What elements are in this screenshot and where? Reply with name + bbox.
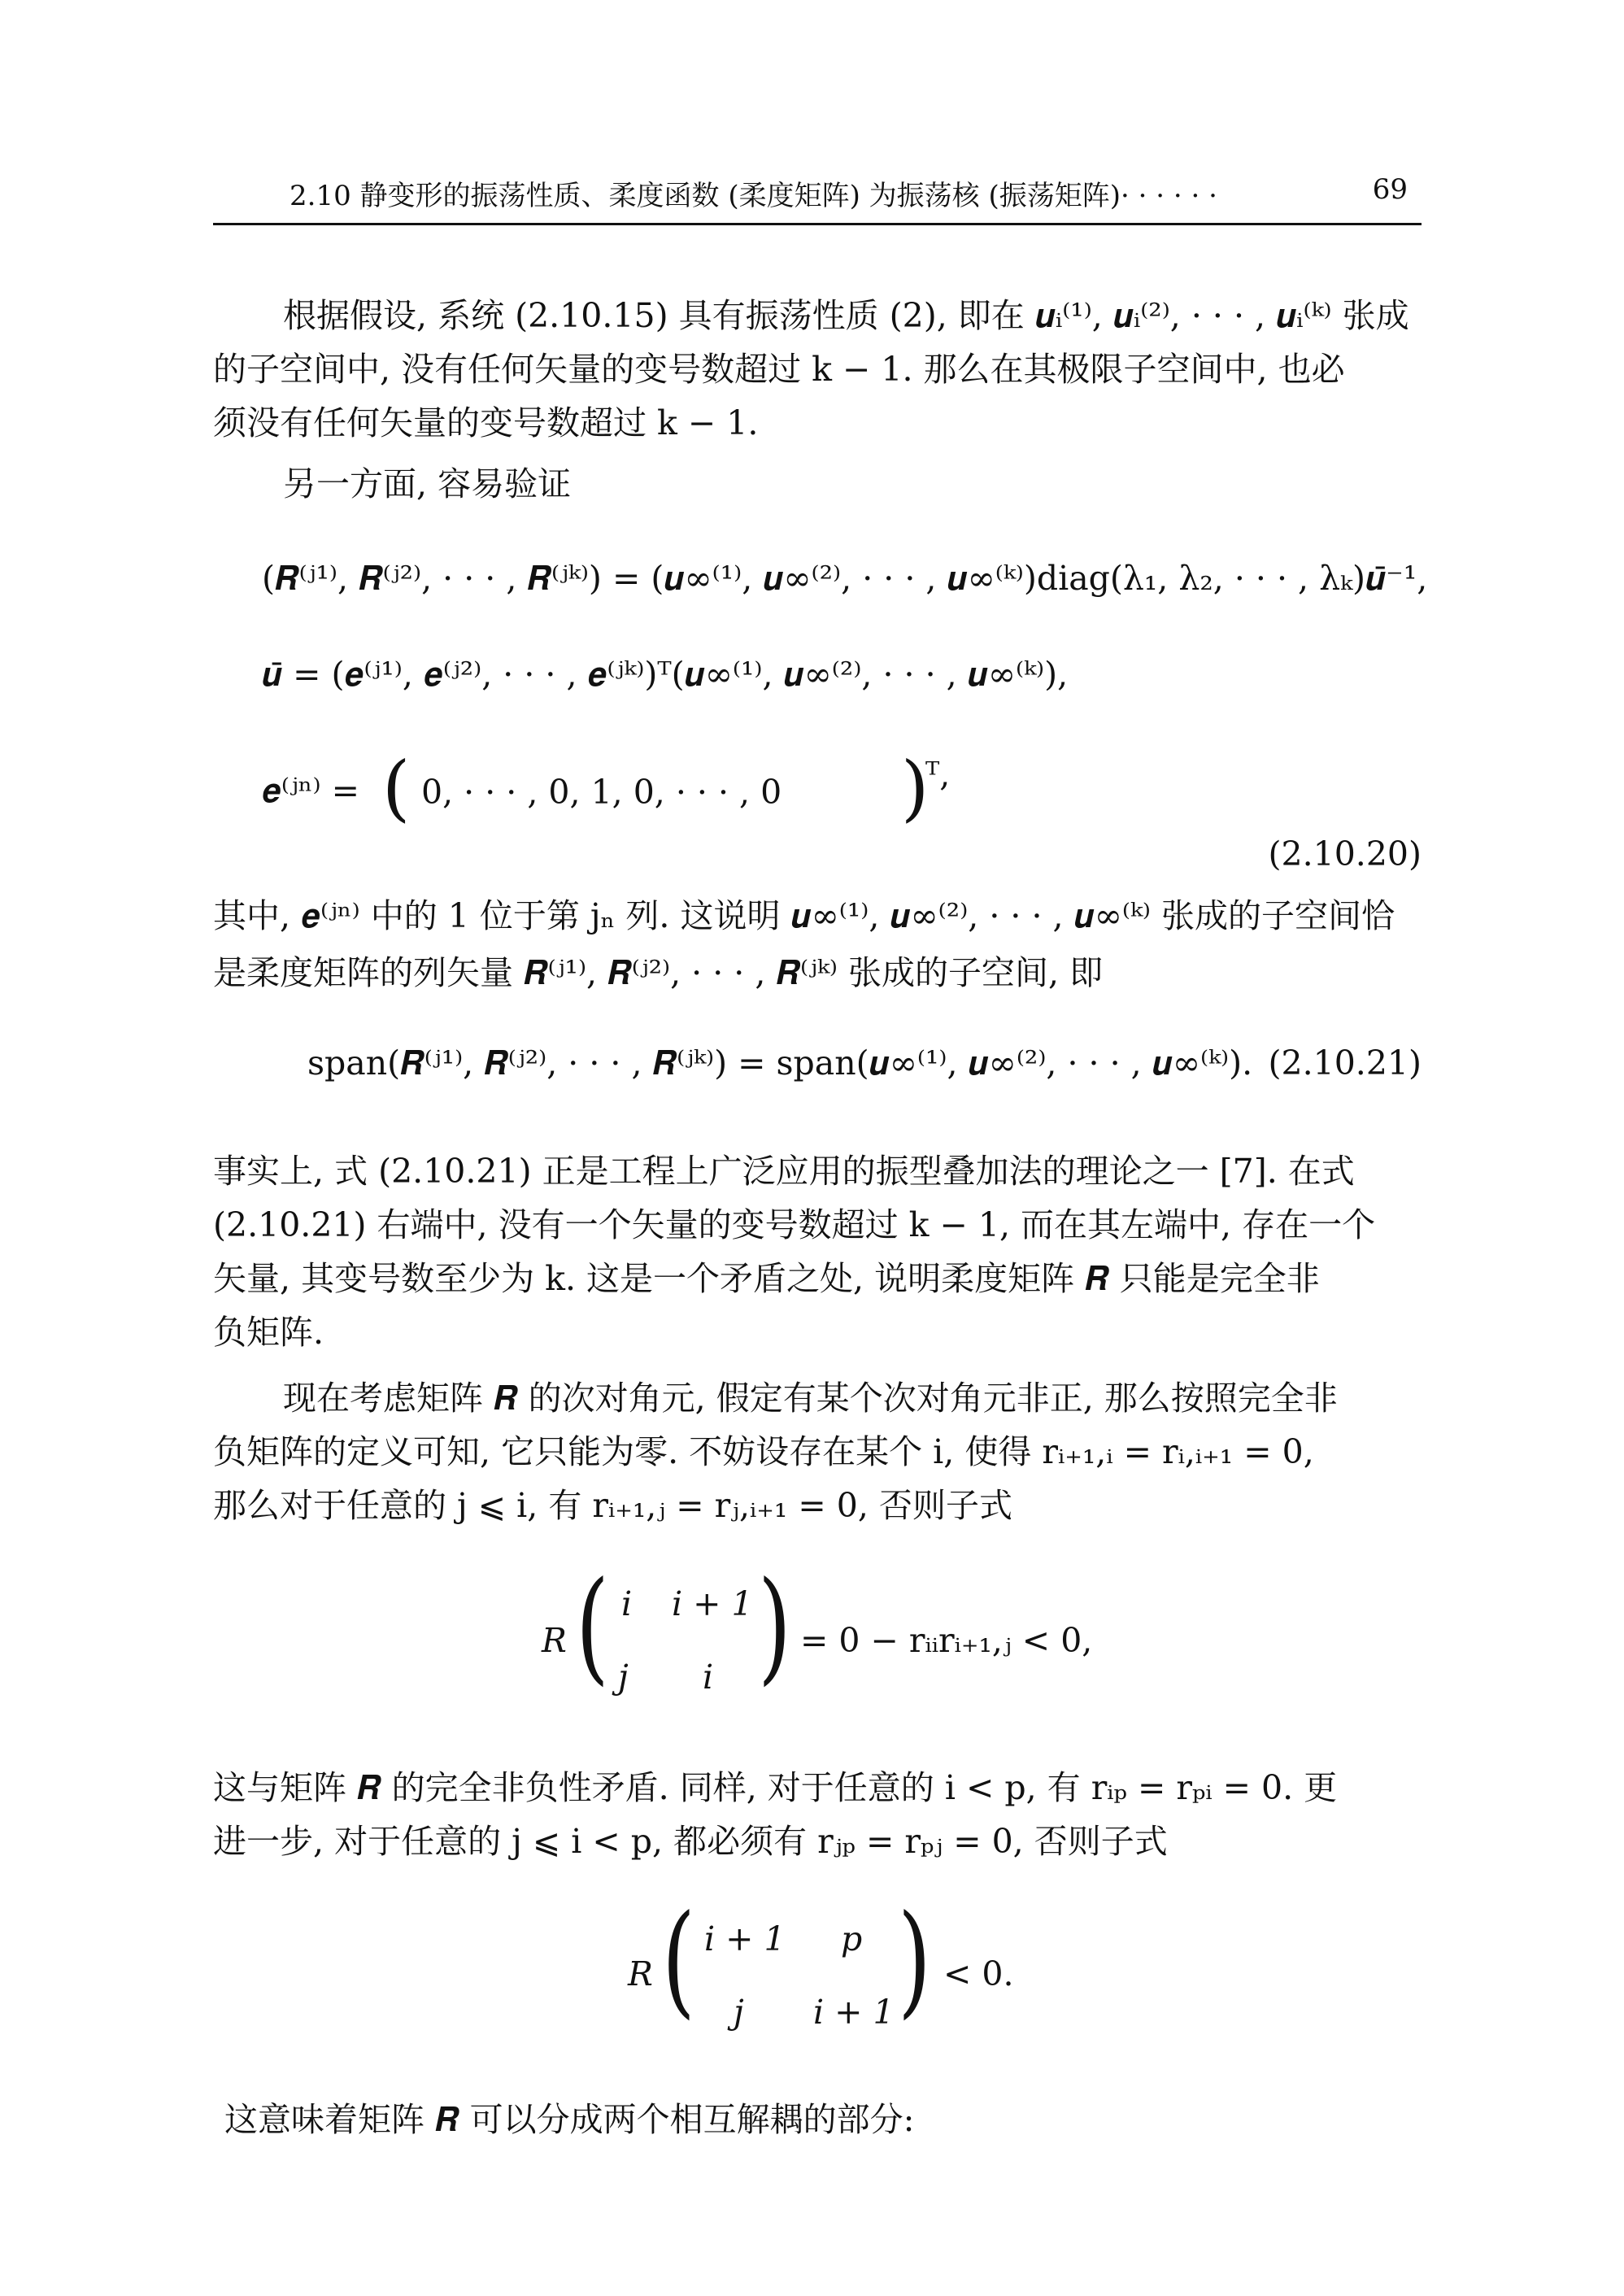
paragraph-line: 事实上, 式 (2.10.21) 正是工程上广泛应用的振型叠加法的理论之一 [7]. 在式: [213, 1152, 1355, 1191]
minor-bottom-right: i: [703, 1658, 714, 1697]
paragraph-line: 现在考虑矩阵 𝑹 的次对角元, 假定有某个次对角元非正, 那么按照完全非: [283, 1379, 1338, 1418]
transpose-mark: ᵀ,: [925, 755, 951, 794]
equation-lhs: 𝒆⁽ʲⁿ⁾ =: [262, 771, 359, 810]
left-paren: (: [382, 746, 411, 830]
equation-number: (2.10.21): [1268, 1043, 1422, 1083]
right-paren: ): [758, 1556, 791, 1697]
minor-rhs: < 0.: [943, 1954, 1014, 1993]
paragraph-line: 这意味着矩阵 𝑹 可以分成两个相互解耦的部分:: [224, 2100, 915, 2139]
minor-top-right: p: [841, 1919, 863, 1958]
paragraph-line: (2.10.21) 右端中, 没有一个矢量的变号数超过 k − 1, 而在其左端中, 存在一个: [213, 1205, 1376, 1244]
paragraph-line: 须没有任何矢量的变号数超过 k − 1.: [213, 403, 759, 442]
paragraph-line: 负矩阵的定义可知, 它只能为零. 不妨设存在某个 i, 使得 rᵢ₊₁,ᵢ = rᵢ,ᵢ₊₁ = 0,: [213, 1432, 1314, 1471]
minor-top-left: i: [621, 1584, 633, 1623]
left-paren: (: [662, 1889, 695, 2031]
paragraph-line: 负矩阵.: [213, 1313, 324, 1352]
equation-number: (2.10.20): [1268, 834, 1422, 874]
minor-bottom-right: i + 1: [813, 1993, 895, 2032]
unit-vector-entries: 0, · · · , 0, 1, 0, · · · , 0: [421, 773, 782, 812]
equation-line: (𝑹⁽ʲ¹⁾, 𝑹⁽ʲ²⁾, · · · , 𝑹⁽ʲᵏ⁾) = (𝒖∞⁽¹⁾, 𝒖∞⁽²⁾, · · · , 𝒖∞⁽ᵏ⁾)diag(λ₁, λ₂, · · · , λₖ)𝒖̄⁻¹,: [262, 559, 1428, 598]
right-paren: ): [901, 746, 930, 830]
running-header-title: 2.10 静变形的振荡性质、柔度函数 (柔度矩阵) 为振荡核 (振荡矩阵)· · · · · ·: [290, 180, 1217, 212]
equation-line: span(𝑹⁽ʲ¹⁾, 𝑹⁽ʲ²⁾, · · · , 𝑹⁽ʲᵏ⁾) = span(𝒖∞⁽¹⁾, 𝒖∞⁽²⁾, · · · , 𝒖∞⁽ᵏ⁾).: [307, 1043, 1253, 1083]
paragraph-line: 根据假设, 系统 (2.10.15) 具有振荡性质 (2), 即在 𝒖ᵢ⁽¹⁾, 𝒖ᵢ⁽²⁾, · · · , 𝒖ᵢ⁽ᵏ⁾ 张成: [283, 296, 1409, 335]
page-number: 69: [1372, 173, 1408, 206]
header-rule: [213, 223, 1422, 225]
right-paren: ): [898, 1889, 931, 2031]
minor-top-right: i + 1: [672, 1584, 753, 1623]
paragraph-line: 那么对于任意的 j ⩽ i, 有 rᵢ₊₁,ⱼ = rⱼ,ᵢ₊₁ = 0, 否则子式: [213, 1486, 1012, 1525]
minor-top-left: i + 1: [704, 1919, 786, 1958]
minor-rhs: = 0 − rᵢᵢrᵢ₊₁,ⱼ < 0,: [800, 1621, 1093, 1660]
minor-label: R: [628, 1954, 653, 1993]
paragraph-line: 其中, 𝒆⁽ʲⁿ⁾ 中的 1 位于第 jₙ 列. 这说明 𝒖∞⁽¹⁾, 𝒖∞⁽²⁾, · · · , 𝒖∞⁽ᵏ⁾ 张成的子空间恰: [213, 896, 1395, 935]
paragraph-line: 进一步, 对于任意的 j ⩽ i < p, 都必须有 rⱼₚ = rₚⱼ = 0, 否则子式: [213, 1822, 1168, 1861]
minor-bottom-left: j: [734, 1993, 744, 2032]
paragraph-line: 是柔度矩阵的列矢量 𝑹⁽ʲ¹⁾, 𝑹⁽ʲ²⁾, · · · , 𝑹⁽ʲᵏ⁾ 张成的子空间, 即: [213, 953, 1104, 992]
minor-bottom-left: j: [618, 1658, 629, 1697]
paragraph-line: 这与矩阵 𝑹 的完全非负性矛盾. 同样, 对于任意的 i < p, 有 rᵢₚ = rₚᵢ = 0. 更: [213, 1768, 1338, 1807]
paragraph-line: 矢量, 其变号数至少为 k. 这是一个矛盾之处, 说明柔度矩阵 𝑹 只能是完全非: [213, 1259, 1320, 1298]
paragraph-line: 另一方面, 容易验证: [283, 464, 572, 503]
left-paren: (: [576, 1556, 609, 1697]
equation-line: 𝒖̄ = (𝒆⁽ʲ¹⁾, 𝒆⁽ʲ²⁾, · · · , 𝒆⁽ʲᵏ⁾)ᵀ(𝒖∞⁽¹⁾, 𝒖∞⁽²⁾, · · · , 𝒖∞⁽ᵏ⁾),: [262, 655, 1069, 694]
minor-label: R: [542, 1621, 567, 1660]
paragraph-line: 的子空间中, 没有任何矢量的变号数超过 k − 1. 那么在其极限子空间中, 也必: [213, 350, 1345, 389]
